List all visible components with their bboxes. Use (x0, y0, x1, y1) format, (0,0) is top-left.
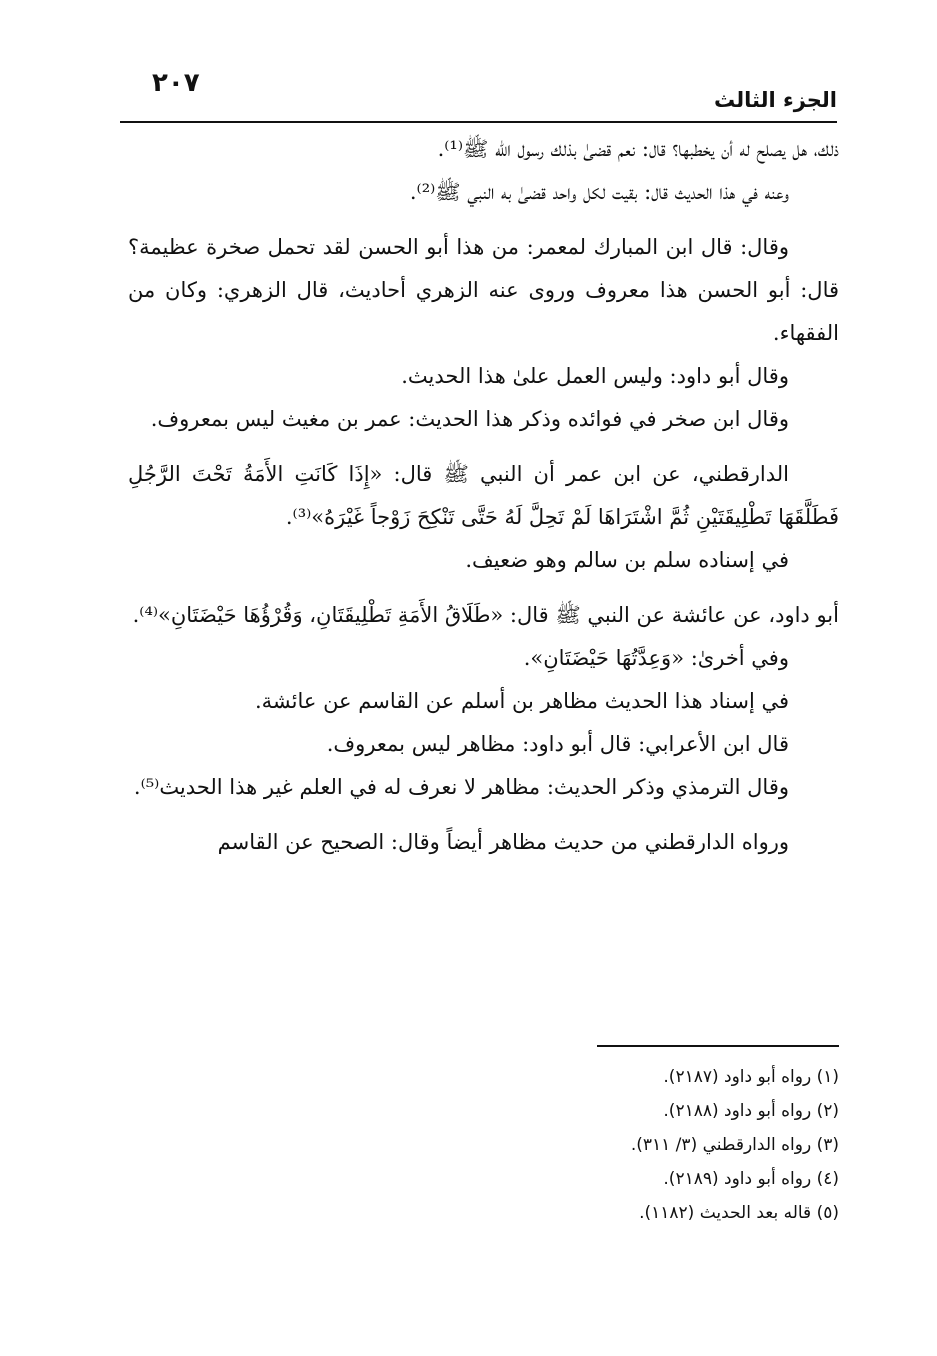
paragraph: ذلك، هل يصلح له أن يخطبها؟ قال: نعم قضىٰ بذلك رسول الله ﷺ⁽¹⁾. (437, 137, 839, 161)
footnotes (300, 1060, 839, 1230)
paragraph: وقال: قال ابن المبارك لمعمر: من هذا أبو الحسن لقد تحمل صخرة عظيمة؟ قال: أبو الحسن هذا معروف وروى عنه الزهري أحاديث، قال الزهري: وكان من الفقهاء. (128, 235, 839, 345)
paragraph: الدارقطني، عن ابن عمر أن النبي ﷺ قال: «إِذَا كَانَتِ الأَمَةُ تَحْتَ الرَّجُلِ فَطَلَّقَهَا تَطْلِيقَتَيْنِ ثُمَّ اشْتَرَاهَا لَمْ تَحِلَّ لَهُ حَتَّى تَنْكِحَ زَوْجاً غَيْرَهُ»⁽³⁾. (128, 462, 839, 529)
footnote: (١) رواه أبو داود (٢١٨٧). (663, 1067, 839, 1087)
paragraph: في إسناد هذا الحديث مظاهر بن أسلم عن القاسم عن عائشة. (254, 689, 789, 713)
main-text (128, 128, 839, 864)
paragraph: وقال الترمذي وذكر الحديث: مظاهر لا نعرف له في العلم غير هذا الحديث⁽⁵⁾. (133, 775, 789, 799)
footnote: (٢) رواه أبو داود (٢١٨٨). (663, 1101, 839, 1121)
footnote: (٣) رواه الدارقطني (٣/ ٣١١). (630, 1135, 839, 1155)
paragraph: وقال ابن صخر في فوائده وذكر هذا الحديث: عمر بن مغيث ليس بمعروف. (150, 407, 789, 431)
paragraph: أبو داود، عن عائشة عن النبي ﷺ قال: «طَلَاقُ الأَمَةِ تَطْلِيقَتَانِ، وَقُرْؤُهَا حَيْضَتَانِ»⁽⁴⁾. (132, 603, 839, 627)
footnote: (٥) قاله بعد الحديث (١١٨٢). (639, 1203, 839, 1223)
paragraph: قال ابن الأعرابي: قال أبو داود: مظاهر ليس بمعروف. (326, 732, 789, 756)
page-number: ٢٠٧ (152, 68, 200, 98)
page-header (120, 64, 837, 114)
paragraph: وعنه في هذا الحديث قال: بقيت لكل واحد قضىٰ به النبي ﷺ⁽²⁾. (409, 180, 789, 204)
paragraph: في إسناده سلم بن سالم وهو ضعيف. (465, 548, 789, 572)
running-title: الجزء الثالث (714, 88, 837, 112)
paragraph: وقال أبو داود: وليس العمل علىٰ هذا الحديث. (401, 364, 789, 388)
paragraph: وفي أخرىٰ: «وَعِدَّتُهَا حَيْضَتَانِ». (523, 646, 789, 670)
footnote: (٤) رواه أبو داود (٢١٨٩). (663, 1169, 839, 1189)
footnote-separator (597, 1045, 839, 1047)
paragraph: ورواه الدارقطني من حديث مظاهر أيضاً وقال: الصحيح عن القاسم (217, 830, 789, 854)
header-rule (120, 121, 837, 123)
